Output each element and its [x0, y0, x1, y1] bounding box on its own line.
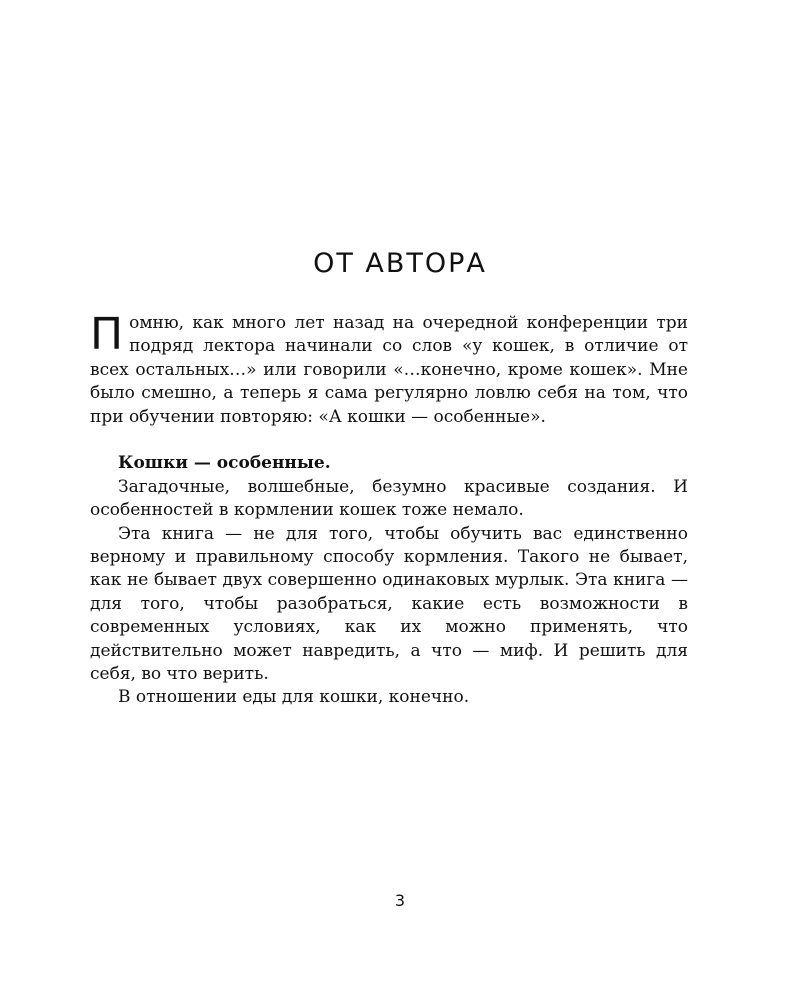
paragraph-food: В отношении еды для кошки, конечно. — [118, 687, 470, 708]
body-text — [90, 309, 688, 710]
paragraph-intro-text: омню, как много лет назад на очередной конференции три подряд лектора начинали со слов «у кошек, в отличие от всех остальных…» или говорили «…конечно, кроме кошек». Мне было смешно, а теперь я сама регулярно ловлю себя на том, что при обучении повторяю: «А кошки — особенные». — [90, 313, 688, 427]
paragraph-book-purpose: Эта книга — не для того, чтобы обучить вас единственно верному и правильному способу кормления. Такого не бывает, как не бывает двух совершенно одинаковых мурлык. Эта книга — для того, чтобы разобраться, какие есть возможности в современных условиях, как их можно применять, что действительно может навредить, а что — миф. И решить для себя, во что верить. — [90, 523, 688, 685]
page-title: ОТ АВТОРА — [313, 248, 487, 279]
paragraph-intro — [90, 309, 688, 429]
paragraph-creatures: Загадочные, волшебные, безумно красивые создания. И особенностей в кормлении кошек тоже немало. — [90, 476, 688, 521]
bold-statement: Кошки — особенные. — [118, 453, 331, 474]
paragraph-gap — [90, 429, 688, 452]
drop-cap: П — [90, 309, 124, 360]
page-number: 3 — [394, 891, 406, 910]
